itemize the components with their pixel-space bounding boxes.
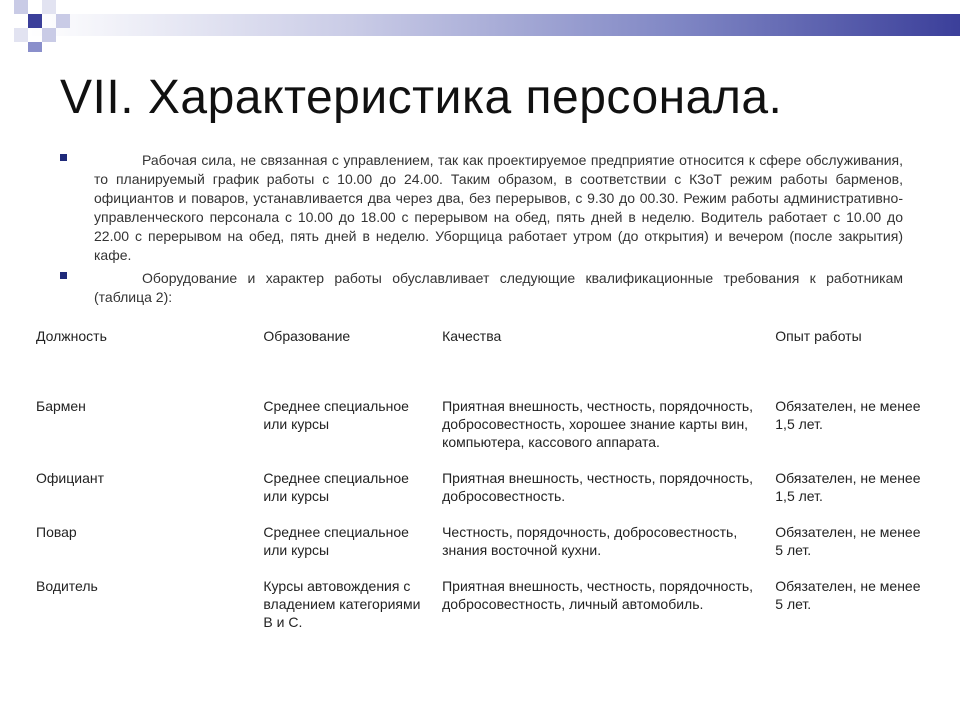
cell-experience: Обязателен, не менее 5 лет.: [775, 578, 921, 612]
cell-position: Бармен: [36, 398, 86, 414]
cell-position: Водитель: [36, 578, 98, 594]
decor-square-5: [14, 28, 28, 42]
header-qualities: Качества: [442, 328, 502, 344]
table-row: [28, 518, 933, 572]
bullet-text-1: Рабочая сила, не связанная с управлением, так как проектируемое предприятие относится к сфере обслуживания, то планируемый график работы с 10.00 до 24.00. Таким образом, в соответствии с КЗоТ режим работы барменов, официантов и поваров, устанавливается два через два, без перерывов, с 9.30 до 00.30. Режим работы административно-управленческого персонала с 10.00 до 18.00 с перерывом на обед, пять дней в неделю. Водитель работает с 10.00 до 22.00 с перерывом на обед, пять дней в неделю. Уборщица работает утром (до открытия) и вечером (после закрытия) кафе.: [94, 152, 903, 263]
decor-square-7: [28, 42, 42, 52]
decor-square-3: [28, 14, 42, 28]
cell-position: Официант: [36, 470, 104, 486]
cell-experience: Обязателен, не менее 5 лет.: [775, 524, 921, 558]
cell-education: Среднее специальное или курсы: [263, 524, 409, 558]
table-row: [28, 392, 933, 464]
cell-qualities: Приятная внешность, честность, порядочность, добросовестность.: [442, 470, 754, 504]
cell-education: Среднее специальное или курсы: [263, 398, 409, 432]
cell-experience: Обязателен, не менее 1,5 лет.: [775, 470, 921, 504]
cell-qualities: Приятная внешность, честность, порядочность, добросовестность, хорошее знание карты вин, компьютера, кассового аппарата.: [442, 398, 754, 450]
cell-qualities: Приятная внешность, честность, порядочность, добросовестность, личный автомобиль.: [442, 578, 754, 612]
decor-square-6: [42, 28, 56, 42]
bullet-text-2: Оборудование и характер работы обуславливает следующие квалификационные требования к работникам (таблица 2):: [94, 270, 903, 305]
slide-title: VII. Характеристика персонала.: [60, 71, 783, 124]
cell-position: Повар: [36, 524, 77, 540]
cell-experience: Обязателен, не менее 1,5 лет.: [775, 398, 921, 432]
table-row: [28, 464, 933, 518]
header-gradient-band: [30, 14, 960, 36]
cell-education: Среднее специальное или курсы: [263, 470, 409, 504]
cell-education: Курсы автовождения с владением категориями В и С.: [263, 578, 421, 630]
decor-square-1: [14, 0, 28, 14]
bullet-paragraph-1: [94, 151, 903, 265]
decor-square-2: [42, 0, 56, 14]
decor-square-4: [56, 14, 70, 28]
qualification-table: [28, 322, 933, 644]
cell-qualities: Честность, порядочность, добросовестность, знания восточной кухни.: [442, 524, 738, 558]
square-bullet-icon: [60, 272, 67, 279]
slide-header-decoration: [0, 0, 960, 48]
table-header-row: [28, 322, 933, 392]
header-education: Образование: [263, 328, 351, 344]
table-row: [28, 572, 933, 644]
header-position: Должность: [36, 328, 107, 344]
square-bullet-icon: [60, 154, 67, 161]
header-experience: Опыт работы: [775, 328, 862, 344]
bullet-paragraph-2: [94, 269, 903, 307]
